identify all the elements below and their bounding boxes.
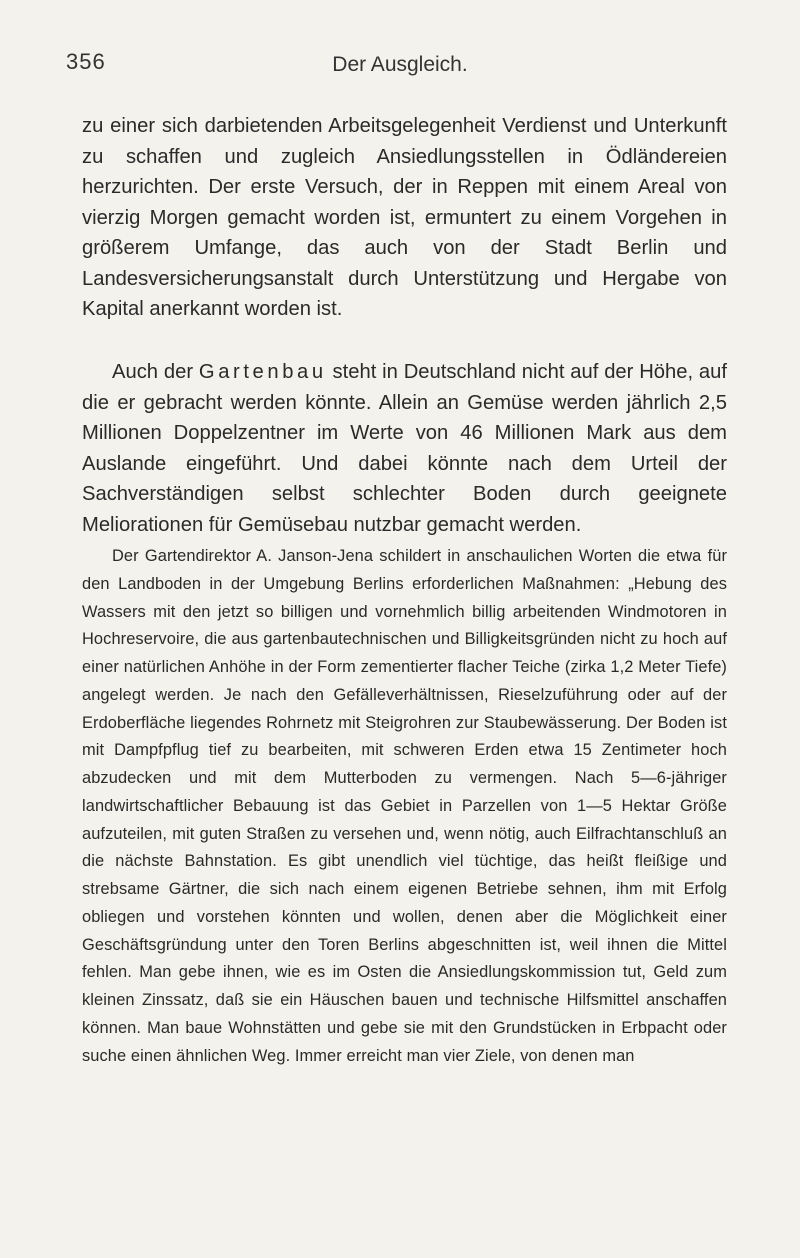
quotation-paragraph bbox=[82, 543, 727, 1070]
paragraph-lead: Auch der bbox=[112, 361, 199, 383]
paragraph-text bbox=[82, 357, 727, 540]
quotation-text: Der Gartendirektor A. Janson-Jena schildert in anschaulichen Worten die etwa für den Landboden in der Umgebung Berlins erforderlichen Maßnahmen: „Hebung des Wassers mit den jetzt so billigen und vornehmlich billig arbeitenden Windmotoren in Hochreservoire, die aus gartenbautechnischen und Billigkeitsgründen nicht zu hoch auf einer natürlichen Anhöhe in der Form zementierter flacher Teiche (zirka 1,2 Meter Tiefe) angelegt werden. Je nach den Gefälleverhältnissen, Rieselzuführung oder auf der Erdoberfläche liegendes Rohrnetz mit Steigrohren zur Staubewässerung. Der Boden ist mit Dampfpflug tief zu bearbeiten, mit schweren Erden etwa 15 Zentimeter hoch abzudecken und mit dem Mutterboden zu vermengen. Nach 5—6-jähriger landwirtschaftlicher Bebauung ist das Gebiet in Parzellen von 1—5 Hektar Größe aufzuteilen, mit guten Straßen zu versehen und, wenn nötig, auch Eilfrachtanschluß an die nächste Bahnstation. Es gibt unendlich viel tüchtige, das heißt fleißige und strebsame Gärtner, die sich nach einem eigenen Betriebe sehnen, ihm mit Erfolg obliegen und vorstehen könnten und wollen, denen aber die Möglichkeit einer Geschäftsgründung unter den Toren Berlins abgeschnitten ist, weil ihnen die Mittel fehlen. Man gebe ihnen, wie es im Osten die Ansiedlungskommission tut, Geld zum kleinen Zinssatz, daß sie ein Häuschen bauen und technische Hilfsmittel anschaffen können. Man baue Wohnstätten und gebe sie mit den Grundstücken in Erbpacht oder suche einen ähnlichen Weg. Immer erreicht man vier Ziele, von denen man bbox=[82, 547, 727, 1065]
paragraph-continued bbox=[82, 111, 727, 325]
spaced-emphasis: Gartenbau bbox=[198, 361, 327, 383]
running-title: Der Ausgleich. bbox=[332, 53, 468, 76]
page-number: 356 bbox=[66, 49, 106, 74]
paragraph-text: zu einer sich darbietenden Arbeitsgelegenheit Verdienst und Unterkunft zu schaffen und zugleich Ansiedlungsstellen in Ödländereien herzurichten. Der erste Versuch, der in Reppen mit einem Areal von vierzig Morgen gemacht worden ist, ermuntert zu einem Vorgehen in größerem Umfange, das auch von der Stadt Berlin und Landesversicherungsanstalt durch Unterstützung und Hergabe von Kapital anerkannt worden ist. bbox=[82, 115, 727, 320]
paragraph-gartenbau bbox=[82, 357, 727, 540]
paragraph-remainder: steht in Deutschland nicht auf der Höhe, auf die er gebracht werden könnte. Allein an Gemüse werden jährlich 2,5 Millionen Doppelzentner im Werte von 46 Millionen Mark aus dem Auslande eingeführt. Und dabei könnte nach dem Urteil der Sachverständigen selbst schlechter Boden durch geeignete Meliorationen für Gemüsebau nutzbar gemacht werden. bbox=[82, 361, 727, 536]
